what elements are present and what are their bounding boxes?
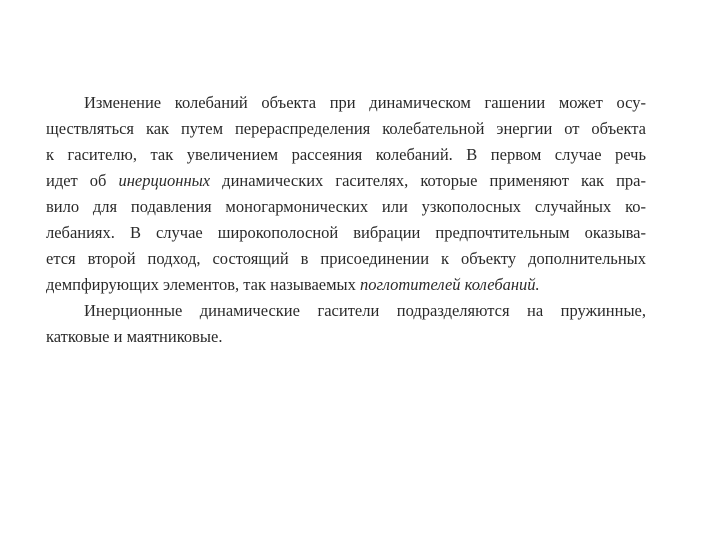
text-run: ется второй подход, состоящий в присоединении к объекту дополнительных: [46, 249, 646, 268]
paragraph-2-line-1: [84, 299, 646, 323]
paragraph-1-line-7: [46, 247, 646, 271]
paragraph-1-line-5: [46, 195, 646, 219]
paragraph-1-line-4: [46, 169, 646, 193]
paragraph-1-line-8: [46, 273, 646, 297]
paragraph-1-line-3: [46, 143, 646, 167]
paragraph-1-line-6: [46, 221, 646, 245]
text-run: к гасителю, так увеличением рассеяния колебаний. В первом случае речь: [46, 145, 646, 164]
text-run: идет об: [46, 171, 119, 190]
text-run: лебаниях. В случае широкополосной вибрации предпочтительным оказыва-: [46, 223, 646, 242]
italic-term: инерционных: [118, 171, 211, 190]
text-run: катковые и маятниковые.: [46, 327, 223, 346]
text-run: демпфирующих элементов, так называемых: [46, 275, 361, 294]
paragraph-1-line-1: [84, 91, 646, 115]
text-run: ществляться как путем перераспределения колебательной энергии от объекта: [46, 119, 646, 138]
text-run: Инерционные динамические гасители подразделяются на пружинные,: [84, 301, 646, 320]
italic-term: поглотителей колебаний.: [360, 275, 540, 294]
text-run: вило для подавления моногармонических или узкополосных случайных ко-: [46, 197, 646, 216]
text-run: Изменение колебаний объекта при динамическом гашении может осу-: [84, 93, 646, 112]
text-run: динамических гасителях, которые применяют как пра-: [210, 171, 646, 190]
paragraph-1-line-2: [46, 117, 646, 141]
paragraph-2-line-2: [46, 325, 646, 349]
